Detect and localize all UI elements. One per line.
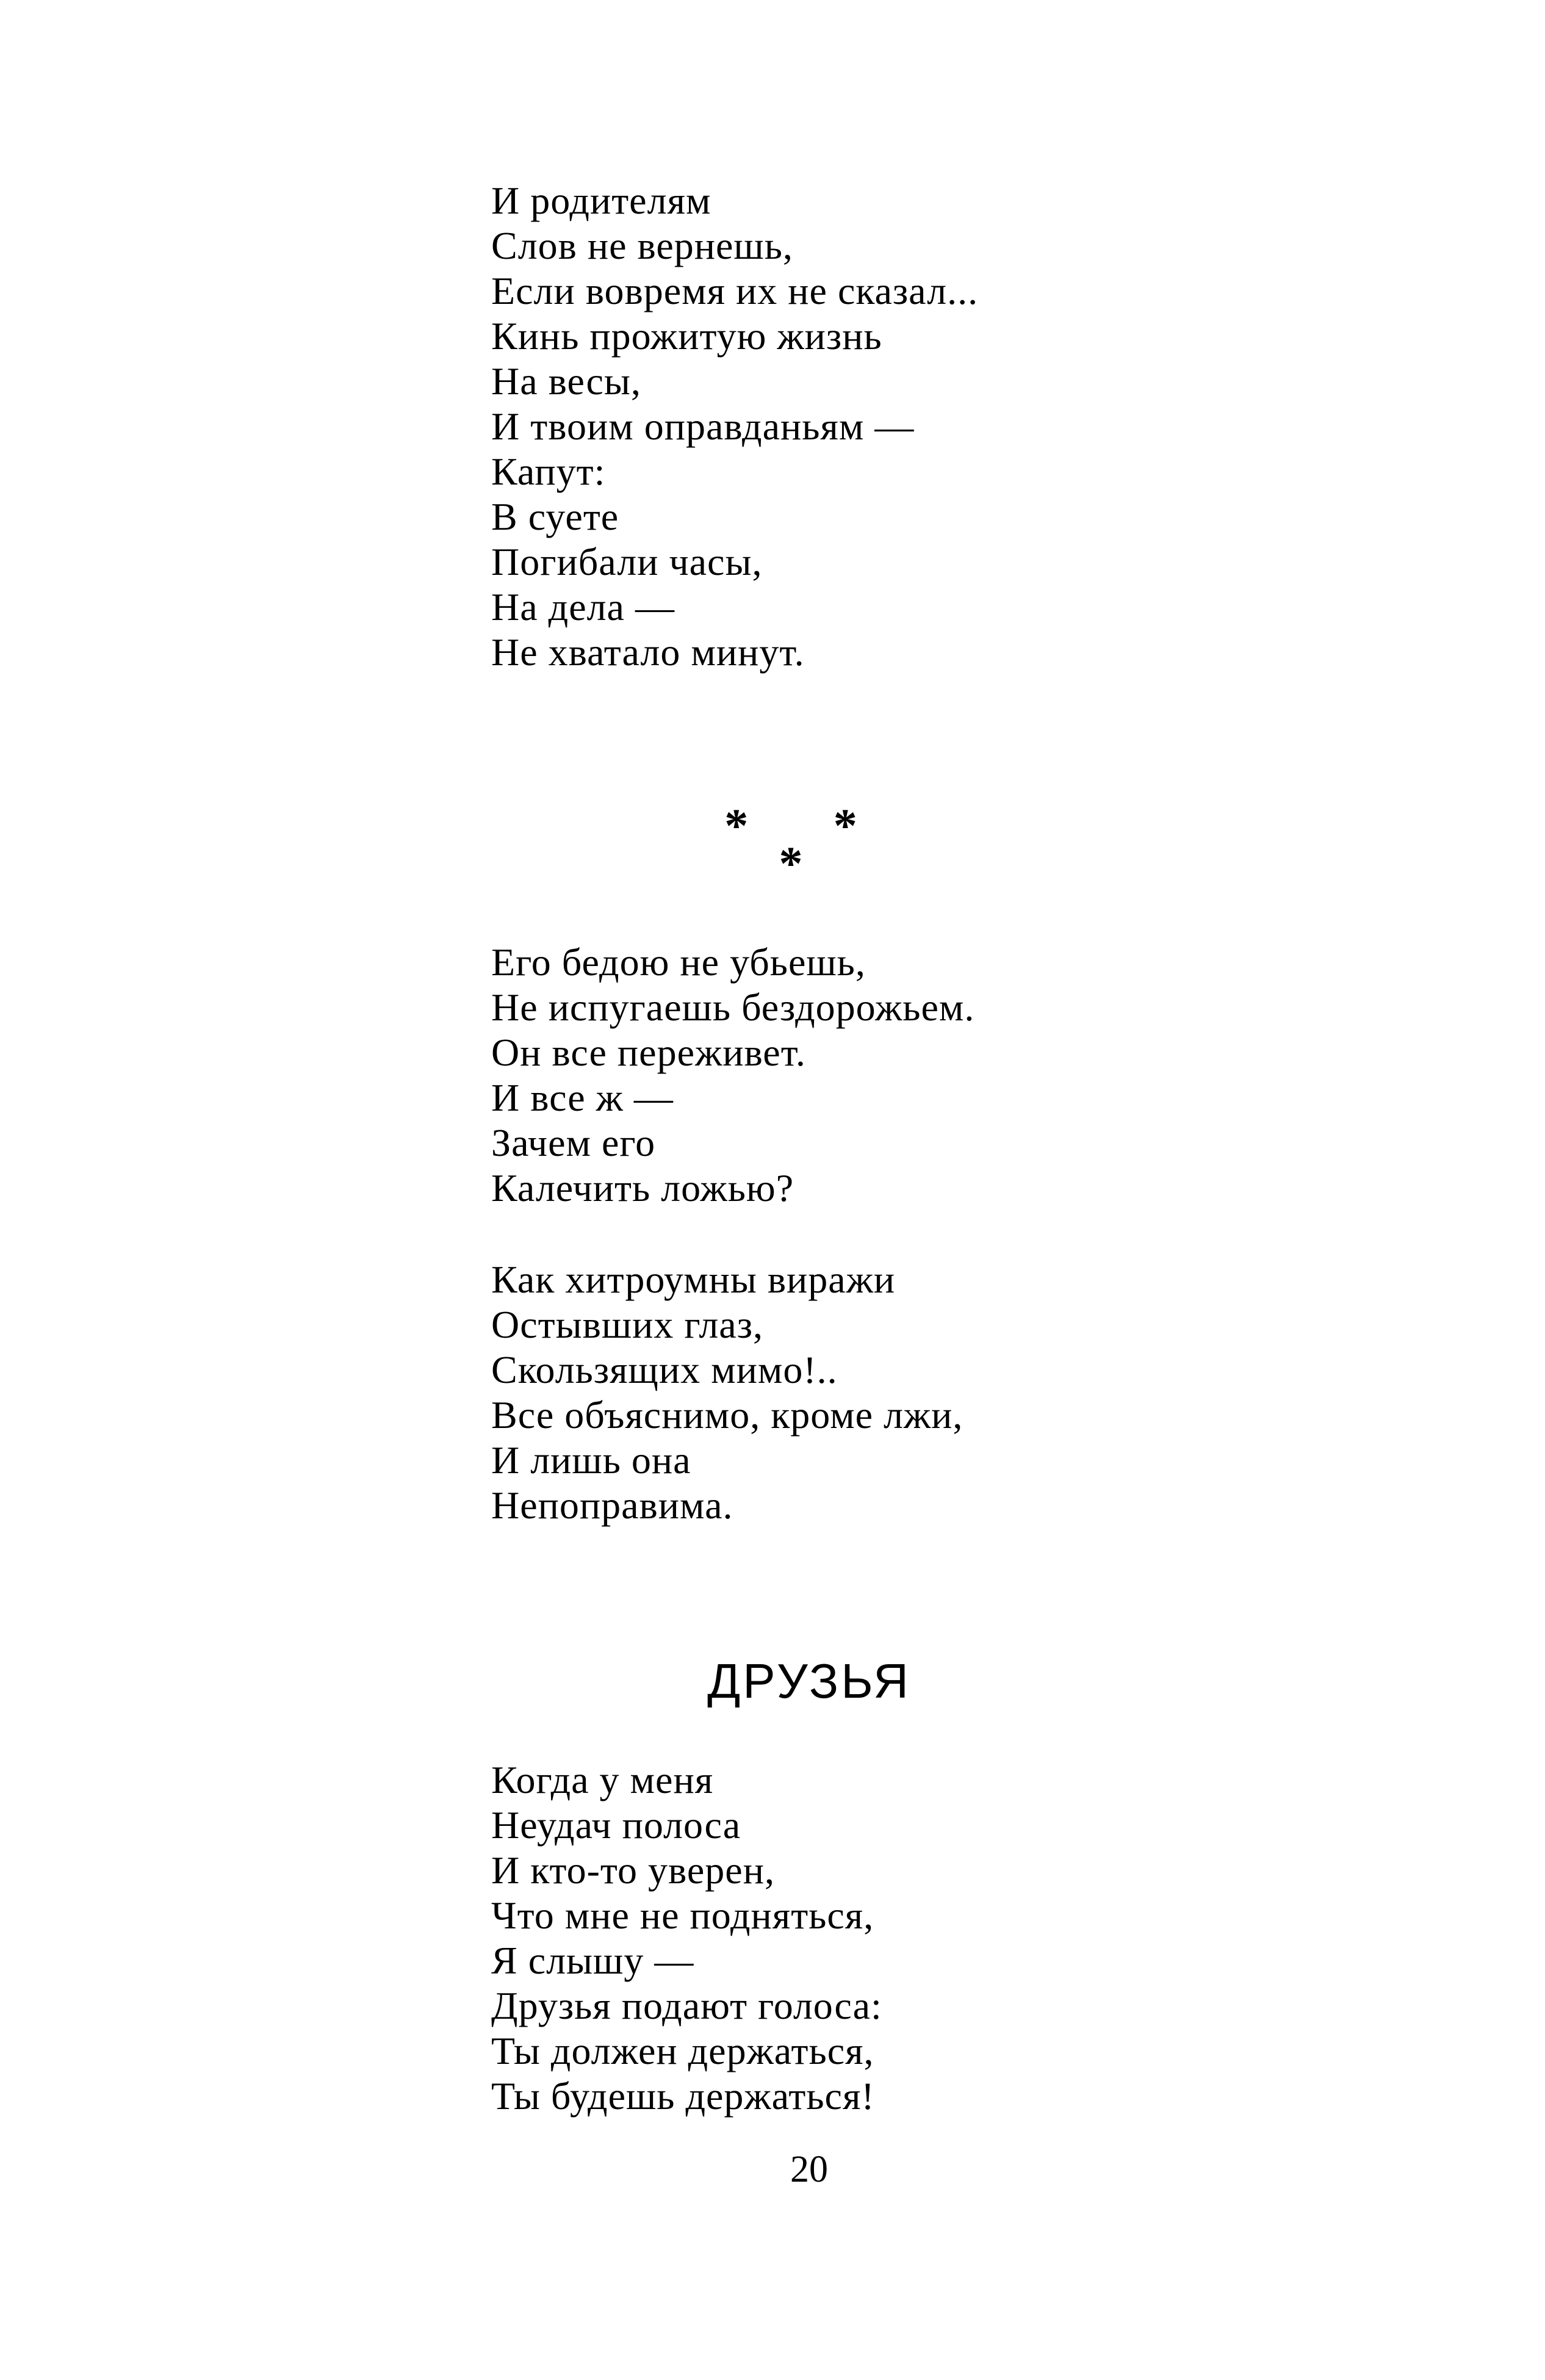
verse-line: На дела — xyxy=(491,585,675,629)
verse-line: Я слышу — xyxy=(491,1939,694,1982)
asterism-top: * * xyxy=(724,799,894,852)
verse-line: Его бедою не убьешь, xyxy=(491,940,866,984)
page-number: 20 xyxy=(790,2149,828,2190)
verse-line: Что мне не подняться, xyxy=(491,1894,874,1937)
stanza-4 xyxy=(491,1758,882,2119)
verse-line: Калечить ложью? xyxy=(491,1166,794,1210)
verse-line: Когда у меня xyxy=(491,1758,714,1801)
verse-line: И твоим оправданьям — xyxy=(491,405,915,448)
verse-line: Не испугаешь бездорожьем. xyxy=(491,986,975,1029)
verse-line: Ты должен держаться, xyxy=(491,2029,874,2072)
verse-line: Друзья подают голоса: xyxy=(491,1984,882,2027)
stanza-3 xyxy=(491,1257,963,1528)
verse-line: Слов не вернешь, xyxy=(491,224,793,267)
verse-line: Скользящих мимо!.. xyxy=(491,1348,838,1391)
verse-line: И родителям xyxy=(491,179,711,222)
stanza-2 xyxy=(491,940,974,1211)
asterism-separator xyxy=(0,799,1545,890)
verse-line: Он все переживет. xyxy=(491,1031,806,1074)
asterism-bottom: * xyxy=(779,837,803,890)
verse-line: Как хитроумны виражи xyxy=(491,1258,896,1301)
stanza-1 xyxy=(491,178,978,675)
verse-line: Если вовремя их не сказал... xyxy=(491,269,979,312)
verse-line: Неудач полоса xyxy=(491,1803,741,1847)
verse-line: И кто-то уверен, xyxy=(491,1848,775,1892)
verse-line: И лишь она xyxy=(491,1438,691,1482)
verse-line: Кинь прожитую жизнь xyxy=(491,314,882,358)
poem-title: ДРУЗЬЯ xyxy=(707,1654,911,1708)
verse-line: Зачем его xyxy=(491,1121,656,1164)
verse-line: Все объяснимо, кроме лжи, xyxy=(491,1393,963,1437)
verse-line: Ты будешь держаться! xyxy=(491,2074,875,2118)
verse-line: В суете xyxy=(491,495,619,538)
verse-line: Непоправима. xyxy=(491,1484,733,1527)
verse-line: И все ж — xyxy=(491,1076,674,1119)
verse-line: Не хватало минут. xyxy=(491,630,805,674)
verse-line: Погибали часы, xyxy=(491,540,763,583)
verse-line: На весы, xyxy=(491,359,641,403)
verse-line: Капут: xyxy=(491,450,606,493)
verse-line: Остывших глаз, xyxy=(491,1303,763,1346)
